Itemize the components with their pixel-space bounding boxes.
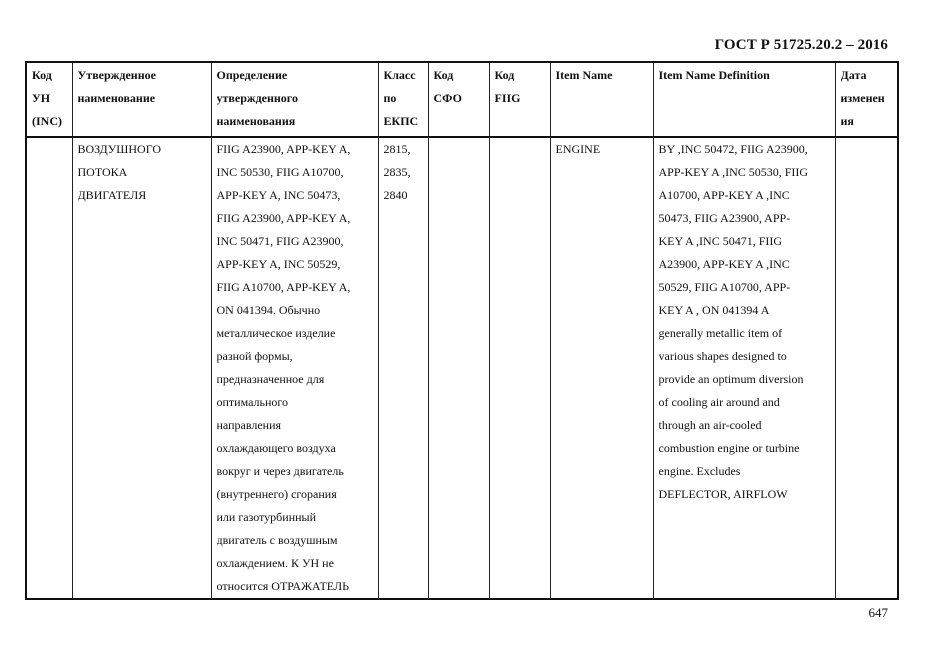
cell-line: ВОЗДУШНОГО	[77, 142, 162, 156]
header-sfo	[428, 62, 489, 137]
header-line: Item Name	[555, 68, 613, 82]
cell-line: FIIG A23900, APP-KEY A,	[216, 142, 351, 156]
header-line: ЕКПС	[383, 114, 419, 128]
fiig-cell	[489, 137, 550, 599]
header-line: изменен	[840, 91, 885, 105]
cell-line: A23900, APP-KEY A ,INC	[658, 257, 790, 271]
header-date	[835, 62, 898, 137]
cell-line: KEY A ,INC 50471, FIIG	[658, 234, 783, 248]
approved-name-cell	[72, 137, 211, 599]
cell-line: various shapes designed to	[658, 349, 787, 363]
cell-line: through an air-cooled	[658, 418, 762, 432]
cell-line: охлаждением. К УН не	[216, 556, 334, 570]
cell-line: ENGINE	[555, 142, 601, 156]
cell-line: FIIG A23900, APP-KEY A,	[216, 211, 351, 225]
header-line: Код	[32, 68, 52, 82]
header-line: Item Name Definition	[658, 68, 770, 82]
cell-line: вокруг и через двигатель	[216, 464, 344, 478]
header-line: УН	[32, 91, 51, 105]
cell-line: APP-KEY A, INC 50473,	[216, 188, 341, 202]
cell-line: 2840	[383, 188, 408, 202]
cell-line: ПОТОКА	[77, 165, 128, 179]
cell-line: generally metallic item of	[658, 326, 783, 340]
cell-line: APP-KEY A, INC 50529,	[216, 257, 341, 271]
header-line: наименование	[77, 91, 156, 105]
cell-line: KEY A , ON 041394 A	[658, 303, 770, 317]
document-code: ГОСТ Р 51725.20.2 – 2016	[714, 37, 888, 53]
header-line: СФО	[433, 91, 462, 105]
header-line: Определение	[216, 68, 288, 82]
header-line: по	[383, 91, 397, 105]
header-line: Утвержденное	[77, 68, 156, 82]
cell-line: 50529, FIIG A10700, APP-	[658, 280, 791, 294]
header-line: наименования	[216, 114, 296, 128]
table-header-row	[26, 62, 898, 137]
item-name-cell	[550, 137, 653, 599]
header-inc	[26, 62, 72, 137]
date-cell	[835, 137, 898, 599]
header-line: Код	[433, 68, 454, 82]
definition-cell	[211, 137, 378, 599]
cell-line: engine. Excludes	[658, 464, 741, 478]
header-fiig	[489, 62, 550, 137]
cell-line: или газотурбинный	[216, 510, 317, 524]
header-line: утвержденного	[216, 91, 298, 105]
cell-line: 2835,	[383, 165, 411, 179]
header-line: FIIG	[494, 91, 521, 105]
header-item-definition	[653, 62, 835, 137]
cell-line: BY ,INC 50472, FIIG A23900,	[658, 142, 808, 156]
cell-line: of cooling air around and	[658, 395, 780, 409]
header-class	[378, 62, 428, 137]
table-row	[26, 137, 898, 599]
cell-line: оптимального	[216, 395, 289, 409]
cell-line: 50473, FIIG A23900, APP-	[658, 211, 791, 225]
cell-line: относится ОТРАЖАТЕЛЬ	[216, 579, 349, 593]
header-item-name	[550, 62, 653, 137]
header-approved-name	[72, 62, 211, 137]
header-definition	[211, 62, 378, 137]
inc-cell	[26, 137, 72, 599]
header-line: (INC)	[32, 114, 62, 128]
cell-line: APP-KEY A ,INC 50530, FIIG	[658, 165, 809, 179]
cell-line: ДВИГАТЕЛЯ	[77, 188, 147, 202]
cell-line: FIIG A10700, APP-KEY A,	[216, 280, 351, 294]
cell-line: provide an optimum diversion	[658, 372, 804, 386]
sfo-cell	[428, 137, 489, 599]
cell-line: combustion engine or turbine	[658, 441, 800, 455]
header-line: ия	[840, 114, 854, 128]
cell-line: металлическое изделие	[216, 326, 336, 340]
cell-line: направления	[216, 418, 282, 432]
header-line: Код	[494, 68, 515, 82]
cell-line: ON 041394. Обычно	[216, 303, 321, 317]
cell-line: предназначенное для	[216, 372, 325, 386]
header-line: Дата	[840, 68, 867, 82]
cell-line: DEFLECTOR, AIRFLOW	[658, 487, 788, 501]
cell-line: (внутреннего) сгорания	[216, 487, 337, 501]
data-table	[25, 61, 899, 600]
cell-line: двигатель с воздушным	[216, 533, 338, 547]
class-cell	[378, 137, 428, 599]
cell-line: охлаждающего воздуха	[216, 441, 336, 455]
page-number: 647	[868, 605, 888, 620]
cell-line: A10700, APP-KEY A ,INC	[658, 188, 790, 202]
header-line: Класс	[383, 68, 416, 82]
cell-line: разной формы,	[216, 349, 293, 363]
cell-line: INC 50471, FIIG A23900,	[216, 234, 344, 248]
cell-line: 2815,	[383, 142, 411, 156]
cell-line: INC 50530, FIIG A10700,	[216, 165, 344, 179]
item-definition-cell	[653, 137, 835, 599]
